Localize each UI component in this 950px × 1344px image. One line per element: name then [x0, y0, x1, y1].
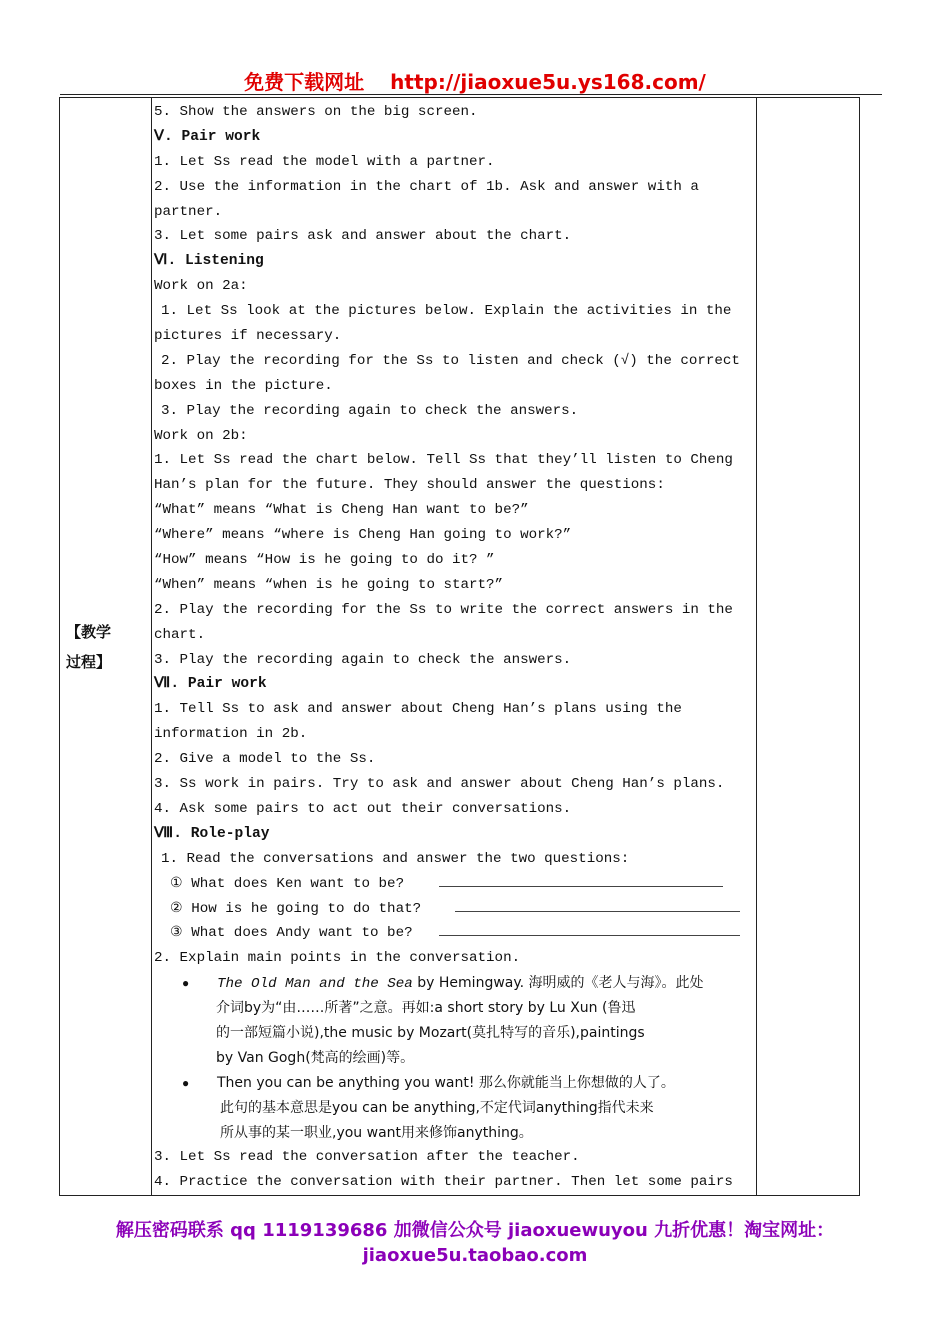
text-line: Work on 2b:: [154, 427, 248, 444]
side-label-line: 【教学: [66, 622, 112, 641]
text-line: partner.: [154, 203, 223, 220]
bullet-text: 此句的基本意思是you can be anything,不定代词anything指代未来: [220, 1099, 654, 1116]
text-line: 1. Let Ss read the model with a partner.: [154, 153, 495, 170]
lesson-table: [59, 97, 860, 1196]
section-heading: Ⅴ. Pair work: [154, 128, 261, 145]
text-line: chart.: [154, 626, 206, 643]
side-label-line: 过程】: [66, 652, 112, 671]
question-line: [154, 921, 748, 946]
text-line: “Where” means “where is Cheng Han going to work?”: [154, 527, 572, 544]
answer-blank[interactable]: [439, 872, 723, 887]
answer-blank[interactable]: [439, 921, 740, 936]
header-title: 免费下载网址: [244, 70, 365, 94]
question-line: [154, 897, 748, 922]
text-line: 2. Give a model to the Ss.: [154, 751, 376, 768]
side-label-cell: [60, 98, 152, 1196]
text-line: 3. Play the recording again to check the answers.: [154, 651, 572, 668]
text-line: 2. Explain main points in the conversation.: [154, 950, 521, 967]
footer-url[interactable]: jiaoxue5u.taobao.com: [362, 1245, 588, 1266]
text-line: 1. Read the conversations and answer the two questions:: [161, 850, 630, 867]
footer-line: 解压密码联系 qq 1119139686 加微信公众号 jiaoxuewuyou 九折优惠！淘宝网址：: [115, 1220, 835, 1241]
bullet-dot-icon: ●: [182, 977, 190, 992]
text-line: “How” means “How is he going to do it? ”: [154, 552, 495, 569]
bullet-text: by Van Gogh(梵高的绘画)等。: [216, 1049, 415, 1066]
text-line: 2. Play the recording for the Ss to listen and check (√) the correct: [161, 352, 740, 369]
text-line: 3. Play the recording again to check the answers.: [161, 402, 579, 419]
text-line: 4. Practice the conversation with their partner. Then let some pairs: [154, 1174, 733, 1191]
text-line: 4. Ask some pairs to act out their conversations.: [154, 800, 572, 817]
bullet-text: 的一部短篇小说),the music by Mozart(莫扎特写的音乐),paintings: [216, 1024, 645, 1041]
text-line: Work on 2a:: [154, 278, 248, 295]
text-line: 3. Let some pairs ask and answer about the chart.: [154, 228, 572, 245]
text-line: 3. Let Ss read the conversation after the teacher.: [154, 1149, 580, 1166]
answer-blank[interactable]: [455, 897, 740, 912]
section-heading: Ⅵ. Listening: [154, 253, 264, 270]
bullet-text: by Hemingway. 海明威的《老人与海》。此处: [412, 975, 704, 992]
page-header: [0, 66, 950, 95]
bullet-text: Then you can be anything you want! 那么你就能当上你想做的人了。: [217, 1074, 675, 1091]
question-text: ③ What does Andy want to be?: [170, 925, 413, 942]
text-line: 2. Play the recording for the Ss to write the correct answers in the: [154, 601, 733, 618]
text-line: boxes in the picture.: [154, 377, 333, 394]
bullet-item: [154, 971, 748, 996]
header-rule: [60, 94, 882, 95]
bullet-text: 所从事的某一职业,you want用来修饰anything。: [220, 1124, 533, 1141]
section-heading: Ⅷ. Role-play: [154, 825, 270, 842]
question-text: ① What does Ken want to be?: [170, 875, 405, 892]
bullet-dot-icon: ●: [182, 1076, 190, 1091]
question-text: ② How is he going to do that?: [170, 900, 422, 917]
text-line: 2. Use the information in the chart of 1b. Ask and answer with a: [154, 178, 699, 195]
text-line: 1. Tell Ss to ask and answer about Cheng Han’s plans using the: [154, 701, 682, 718]
text-line: “What” means “What is Cheng Han want to be?”: [154, 502, 529, 519]
text-line: information in 2b.: [154, 726, 308, 743]
text-line: Han’s plan for the future. They should answer the questions:: [154, 477, 665, 494]
notes-cell: [757, 98, 860, 1196]
section-heading: Ⅶ. Pair work: [154, 676, 267, 693]
text-line: “When” means “when is he going to start?”: [154, 576, 504, 593]
bullet-item: [154, 1071, 748, 1096]
text-line: 3. Ss work in pairs. Try to ask and answer about Cheng Han’s plans.: [154, 776, 725, 793]
header-url[interactable]: http://jiaoxue5u.ys168.com/: [390, 70, 706, 94]
book-title: The Old Man and the Sea: [217, 976, 413, 993]
question-line: [154, 872, 748, 897]
page-footer: [0, 1218, 950, 1268]
text-line: 1. Let Ss read the chart below. Tell Ss that they’ll listen to Cheng: [154, 452, 733, 469]
content-cell: [152, 98, 757, 1196]
text-line: pictures if necessary.: [154, 328, 342, 345]
bullet-text: 介词by为“由……所著”之意。再如:a short story by Lu Xun (鲁迅: [216, 1000, 636, 1017]
text-line: 1. Let Ss look at the pictures below. Explain the activities in the: [161, 303, 732, 320]
text-line: 5. Show the answers on the big screen.: [154, 104, 478, 120]
